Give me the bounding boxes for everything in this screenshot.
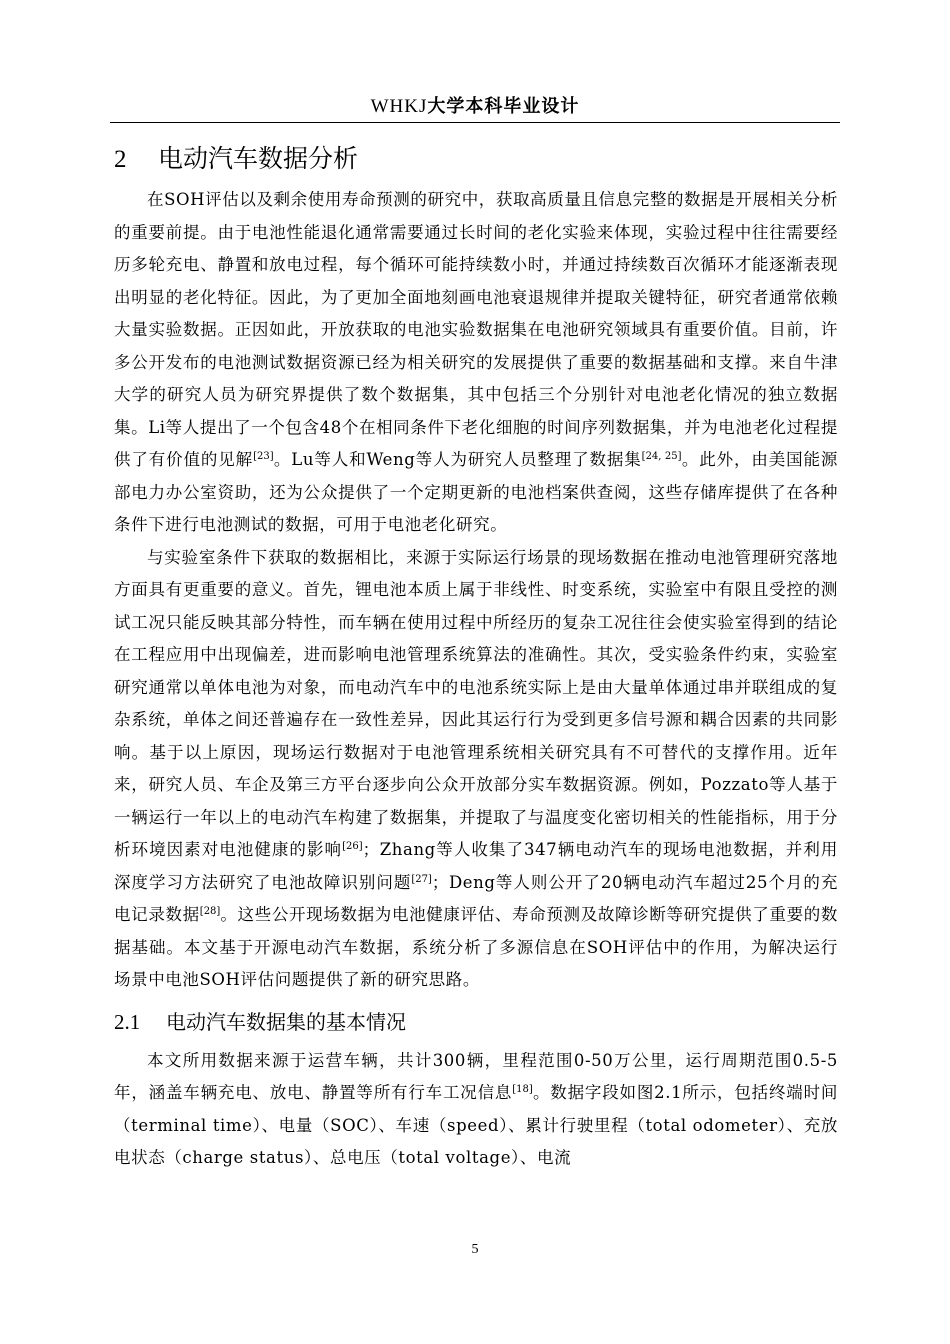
citation: [27] xyxy=(411,873,432,885)
header-title: 大学本科毕业设计 xyxy=(427,96,580,117)
paragraph-text: 。数据字段如图2.1所示，包括终端时间（terminal time）、电量（SOC）、车速（speed）、累计行驶里程（total odometer）、充放电状态（charge status）、总电压（total voltage）、电流 xyxy=(114,1083,838,1167)
paragraph-1 xyxy=(114,184,838,542)
citation: [18] xyxy=(512,1084,533,1095)
chapter-title: 电动汽车数据分析 xyxy=(158,144,359,173)
chapter-heading xyxy=(114,140,838,184)
chapter-number: 2 xyxy=(114,146,127,173)
citation: [28] xyxy=(199,906,221,917)
running-header xyxy=(110,92,840,118)
section-title: 电动汽车数据集的基本情况 xyxy=(166,1009,406,1034)
paragraph-text: 与实验室条件下获取的数据相比，来源于实际运行场景的现场数据在推动电池管理研究落地方面具有更重要的意义。首先，锂电池本质上属于非线性、时变系统，实验室中有限且受控的测试工况只能反映其部分特性，而车辆在使用过程中所经历的复杂工况往往会使实验室得到的结论在工程应用中出现偏差，进而影响电池管理系统算法的准确性。其次，受实验条件约束，实验室研究通常以单体电池为对象，而电动汽车中的电池系统实际上是由大量单体通过串并联组成的复杂系统，单体之间还普遍存在一致性差异，因此其运行行为受到更多信号源和耦合因素的共同影响。基于以上原因，现场运行数据对于电池管理系统相关研究具有不可替代的支撑作用。近年来，研究人员、车企及第三方平台逐步向公众开放部分实车数据资源。例如，Pozzato等人基于一辆运行一年以上的电动汽车构建了数据集，并提取了与温度变化密切相关的性能指标，用于分析环境因素对电池健康的影响 xyxy=(114,547,838,859)
header-brand: WHKJ xyxy=(370,96,428,117)
paragraph-2 xyxy=(114,542,838,997)
paragraph-text: 。Lu等人和Weng等人为研究人员整理了数据集 xyxy=(273,450,642,469)
section-number: 2.1 xyxy=(114,1009,141,1034)
page-number: 5 xyxy=(471,1242,479,1257)
paragraph-text: 。此外，由美国能源部电力办公室资助，还为公众提供了一个定期更新的电池档案供查阅，这些存储库提供了在各种条件下进行电池测试的数据，可用于电池老化研究。 xyxy=(114,450,838,534)
header-divider xyxy=(110,122,840,123)
paragraph-text: ；Deng等人则公开了20辆电动汽车超过25个月的充电记录数据 xyxy=(114,872,838,924)
paragraph-3 xyxy=(114,1045,838,1175)
paragraph-text: 。这些公开现场数据为电池健康评估、寿命预测及故障诊断等研究提供了重要的数据基础。本文基于开源电动汽车数据，系统分析了多源信息在SOH评估中的作用，为解决运行场景中电池SOH评估问题提供了新的研究思路。 xyxy=(114,905,838,989)
body-content xyxy=(114,140,838,1175)
paragraph-text: ；Zhang等人收集了347辆电动汽车的现场电池数据，并利用深度学习方法研究了电池故障识别问题 xyxy=(114,840,838,892)
paragraph-text: 本文所用数据来源于运营车辆，共计300辆，里程范围0-50万公里，运行周期范围0.5-5年，涵盖车辆充电、放电、静置等所有行车工况信息 xyxy=(114,1050,838,1102)
paragraph-text: 在SOH评估以及剩余使用寿命预测的研究中，获取高质量且信息完整的数据是开展相关分析的重要前提。由于电池性能退化通常需要通过长时间的老化实验来体现，实验过程中往往需要经历多轮充电、静置和放电过程，每个循环可能持续数小时，并通过持续数百次循环才能逐渐表现出明显的老化特征。因此，为了更加全面地刻画电池衰退规律并提取关键特征，研究者通常依赖大量实验数据。正因如此，开放获取的电池实验数据集在电池研究领域具有重要价值。目前，许多公开发布的电池测试数据资源已经为相关研究的发展提供了重要的数据基础和支撑。来自牛津大学的研究人员为研究界提供了数个数据集，其中包括三个分别针对电池老化情况的独立数据集。Li等人提出了一个包含48个在相同条件下老化细胞的时间序列数据集，并为电池老化过程提供了有价值的见解 xyxy=(114,190,838,469)
section-heading xyxy=(114,1003,838,1041)
citation: [24, 25] xyxy=(641,451,682,462)
citation: [26] xyxy=(342,841,363,852)
citation: [23] xyxy=(253,451,274,462)
